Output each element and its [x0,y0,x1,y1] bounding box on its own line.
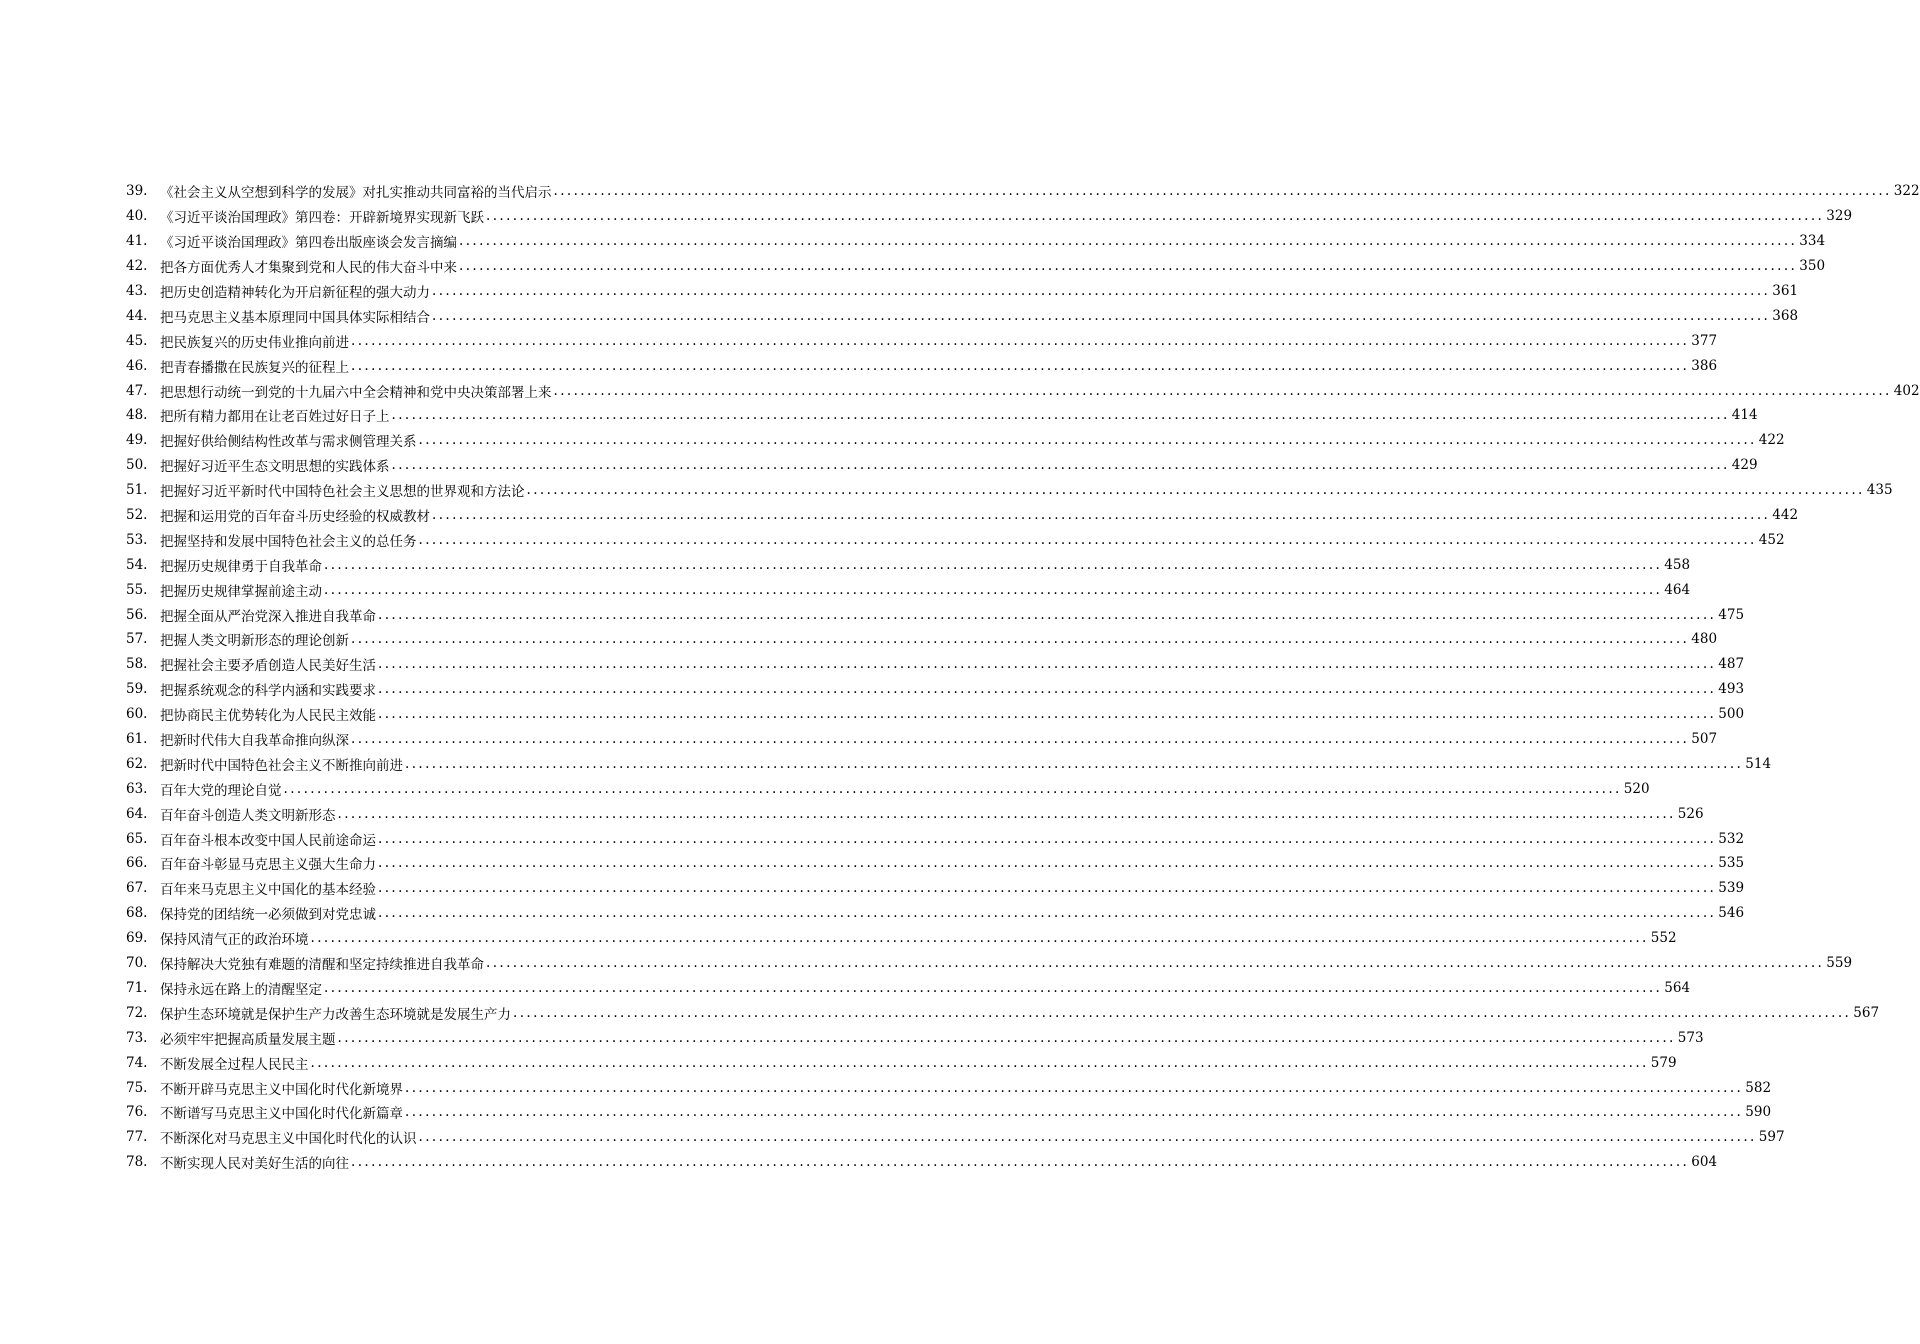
dot-leader: ........................................................................................................................................................................................................ [283,780,1622,797]
toc-entry-page-number: 564 [1664,979,1691,996]
dot-leader: ........................................................................................................................................................................................................ [405,1104,1744,1121]
dot-leader: ........................................................................................................................................................................................................ [432,307,1771,324]
toc-entry-title: 保护生态环境就是保护生产力改善生态环境就是发展生产力 [160,1006,511,1023]
toc-entry-page-number: 368 [1772,307,1799,324]
dot-leader: ........................................................................................................................................................................................................ [378,681,1717,698]
toc-entry-page-number: 464 [1664,581,1691,598]
dot-leader: ........................................................................................................................................................................................................ [378,830,1717,847]
toc-entry-page-number: 582 [1745,1079,1772,1096]
toc-entry[interactable] [126,776,1650,801]
dot-leader: ........................................................................................................................................................................................................ [324,581,1663,598]
toc-entry[interactable] [126,254,1826,279]
dot-leader: ........................................................................................................................................................................................................ [351,1154,1690,1171]
dot-leader: ........................................................................................................................................................................................................ [553,183,1892,200]
dot-leader: ........................................................................................................................................................................................................ [351,731,1690,748]
toc-entry-title: 把握人类文明新形态的理论创新 [160,633,349,650]
toc-entry-number: 59. [126,681,148,698]
dot-leader: ........................................................................................................................................................................................................ [418,432,1757,449]
toc-entry[interactable] [126,527,1785,552]
toc-entry-number: 60. [126,706,148,723]
toc-entry-page-number: 350 [1799,258,1826,275]
toc-entry-title: 把新时代中国特色社会主义不断推向前进 [160,757,403,774]
toc-entry[interactable] [126,602,1745,627]
dot-leader: ........................................................................................................................................................................................................ [324,556,1663,573]
toc-entry-title: 不断开辟马克思主义中国化时代化新境界 [160,1081,403,1098]
toc-entry[interactable] [126,627,1718,652]
toc-entry[interactable] [126,876,1745,901]
toc-entry-number: 69. [126,930,148,947]
dot-leader: ........................................................................................................................................................................................................ [526,482,1865,499]
toc-entry-title: 把思想行动统一到党的十九届六中全会精神和党中央决策部署上来 [160,384,552,401]
toc-entry[interactable] [126,702,1745,727]
toc-entry[interactable] [126,652,1745,677]
dot-leader: ........................................................................................................................................................................................................ [391,407,1730,424]
toc-entry-page-number: 597 [1758,1129,1785,1146]
toc-entry-number: 75. [126,1079,148,1096]
dot-leader: ........................................................................................................................................................................................................ [310,1054,1649,1071]
toc-entry-page-number: 458 [1664,556,1691,573]
toc-entry-number: 55. [126,581,148,598]
dot-leader: ........................................................................................................................................................................................................ [486,208,1825,225]
toc-entry[interactable] [126,328,1718,353]
toc-entry-title: 把握好习近平生态文明思想的实践体系 [160,459,390,476]
dot-leader: ........................................................................................................................................................................................................ [378,706,1717,723]
toc-entry[interactable] [126,751,1772,776]
toc-entry-title: 不断深化对马克思主义中国化时代化的认识 [160,1131,417,1148]
toc-entry-title: 保持党的团结统一必须做到对党忠诚 [160,907,376,924]
toc-entry-number: 61. [126,731,148,748]
toc-entry-title: 不断谱写马克思主义中国化时代化新篇章 [160,1106,403,1123]
toc-entry[interactable] [126,353,1718,378]
toc-entry[interactable] [126,204,1853,229]
toc-entry[interactable] [126,453,1758,478]
dot-leader: ........................................................................................................................................................................................................ [432,283,1771,299]
toc-entry-number: 68. [126,905,148,922]
dot-leader: ........................................................................................................................................................................................................ [553,382,1892,399]
toc-entry-page-number: 604 [1691,1154,1718,1171]
toc-entry-title: 把握坚持和发展中国特色社会主义的总任务 [160,533,417,550]
toc-entry-page-number: 322 [1893,183,1920,200]
toc-entry-page-number: 475 [1718,606,1745,623]
toc-entry-page-number: 329 [1826,208,1853,225]
toc-entry-title: 把所有精力都用在让老百姓过好日子上 [160,409,390,426]
toc-entry-number: 39. [126,183,148,200]
toc-entry[interactable] [126,1000,1880,1025]
toc-entry-number: 70. [126,955,148,972]
toc-entry-number: 71. [126,979,148,996]
toc-entry-number: 51. [126,482,148,499]
toc-entry-page-number: 552 [1650,930,1677,947]
toc-entry[interactable] [126,378,1920,403]
toc-entry-number: 47. [126,382,148,399]
toc-entry-page-number: 493 [1718,681,1745,698]
toc-entry[interactable] [126,577,1691,602]
toc-entry-page-number: 386 [1691,357,1718,374]
toc-entry-title: 不断实现人民对美好生活的向往 [160,1156,349,1173]
toc-entry-title: 保持永远在路上的清醒坚定 [160,981,322,998]
toc-entry-number: 72. [126,1004,148,1021]
toc-entry-title: 把青春播撒在民族复兴的征程上 [160,359,349,376]
toc-entry[interactable] [126,478,1893,503]
dot-leader: ........................................................................................................................................................................................................ [391,457,1730,474]
toc-entry-title: 《社会主义从空想到科学的发展》对扎实推动共同富裕的当代启示 [160,185,552,202]
toc-entry-number: 46. [126,357,148,374]
toc-entry[interactable] [126,229,1826,254]
toc-entry-number: 54. [126,556,148,573]
toc-entry-title: 百年来马克思主义中国化的基本经验 [160,882,376,899]
toc-entry-title: 把握好供给侧结构性改革与需求侧管理关系 [160,434,417,451]
dot-leader: ........................................................................................................................................................................................................ [351,631,1690,648]
toc-entry-number: 44. [126,307,148,324]
toc-entry-page-number: 573 [1677,1029,1704,1046]
toc-entry[interactable] [126,279,1799,304]
toc-entry-title: 把握历史规律勇于自我革命 [160,558,322,575]
toc-entry-number: 63. [126,780,148,797]
toc-entry[interactable] [126,1025,1704,1050]
dot-leader: ........................................................................................................................................................................................................ [378,855,1717,872]
toc-entry-page-number: 539 [1718,880,1745,897]
toc-entry[interactable] [126,179,1920,204]
dot-leader: ........................................................................................................................................................................................................ [418,531,1757,548]
toc-entry-number: 43. [126,283,148,299]
toc-entry[interactable] [126,1050,1677,1075]
toc-entry-number: 40. [126,208,148,225]
toc-entry-page-number: 480 [1691,631,1718,648]
dot-leader: ........................................................................................................................................................................................................ [378,606,1717,623]
dot-leader: ........................................................................................................................................................................................................ [378,656,1717,673]
toc-entry[interactable] [126,1125,1785,1150]
dot-leader: ........................................................................................................................................................................................................ [324,979,1663,996]
toc-entry-title: 不断发展全过程人民民主 [160,1056,309,1073]
toc-entry-page-number: 414 [1731,407,1758,424]
toc-entry-title: 把握系统观念的科学内涵和实践要求 [160,683,376,700]
toc-entry-page-number: 520 [1623,780,1650,797]
toc-entry-number: 52. [126,507,148,524]
toc-entry-number: 62. [126,755,148,772]
toc-entry-number: 67. [126,880,148,897]
toc-entry-page-number: 546 [1718,905,1745,922]
toc-entry-page-number: 402 [1893,382,1920,399]
toc-entry[interactable] [126,552,1691,577]
toc-entry[interactable] [126,1150,1718,1175]
toc-entry-page-number: 535 [1718,855,1745,872]
dot-leader: ........................................................................................................................................................................................................ [378,880,1717,897]
toc-entry[interactable] [126,503,1799,528]
toc-entry-title: 把握好习近平新时代中国特色社会主义思想的世界观和方法论 [160,484,525,501]
toc-entry-number: 57. [126,631,148,648]
toc-entry-title: 百年奋斗彰显马克思主义强大生命力 [160,857,376,874]
toc-entry-title: 百年大党的理论自觉 [160,782,282,799]
toc-entry-title: 把历史创造精神转化为开启新征程的强大动力 [160,285,430,301]
toc-entry[interactable] [126,901,1745,926]
dot-leader: ........................................................................................................................................................................................................ [337,805,1676,822]
dot-leader: ........................................................................................................................................................................................................ [310,930,1649,947]
toc-entry-page-number: 429 [1731,457,1758,474]
toc-entry-title: 《习近平谈治国理政》第四卷：开辟新境界实现新飞跃 [160,210,484,227]
toc-entry-page-number: 507 [1691,731,1718,748]
toc-entry-title: 把马克思主义基本原理同中国具体实际相结合 [160,309,430,326]
toc-entry-page-number: 435 [1866,482,1893,499]
toc-entry-page-number: 361 [1772,283,1799,299]
dot-leader: ........................................................................................................................................................................................................ [351,332,1690,349]
toc-entry-title: 把各方面优秀人才集聚到党和人民的伟大奋斗中来 [160,260,457,277]
toc-entry-number: 77. [126,1129,148,1146]
dot-leader: ........................................................................................................................................................................................................ [486,955,1825,972]
toc-entry[interactable] [126,801,1704,826]
toc-entry[interactable] [126,403,1758,428]
toc-entry[interactable] [126,976,1691,1001]
toc-entry-title: 百年奋斗根本改变中国人民前途命运 [160,832,376,849]
toc-entry-page-number: 422 [1758,432,1785,449]
toc-entry[interactable] [126,926,1677,951]
toc-entry-page-number: 452 [1758,531,1785,548]
toc-entry-number: 45. [126,332,148,349]
toc-entry[interactable] [126,303,1799,328]
toc-entry-title: 保持解决大党独有难题的清醒和坚定持续推进自我革命 [160,957,484,974]
dot-leader: ........................................................................................................................................................................................................ [418,1129,1757,1146]
dot-leader: ........................................................................................................................................................................................................ [337,1029,1676,1046]
dot-leader: ........................................................................................................................................................................................................ [405,1079,1744,1096]
dot-leader: ........................................................................................................................................................................................................ [378,905,1717,922]
toc-entry-title: 把握社会主要矛盾创造人民美好生活 [160,658,376,675]
toc-entry[interactable] [126,1100,1772,1125]
toc-entry-title: 把握和运用党的百年奋斗历史经验的权威教材 [160,509,430,526]
toc-entry[interactable] [126,727,1718,752]
toc-entry[interactable] [126,951,1853,976]
toc-entry-number: 73. [126,1029,148,1046]
toc-entry-title: 把民族复兴的历史伟业推向前进 [160,334,349,351]
toc-entry-page-number: 334 [1799,233,1826,250]
toc-entry[interactable] [126,851,1745,876]
toc-entry-number: 66. [126,855,148,872]
toc-entry-title: 把握历史规律掌握前途主动 [160,583,322,600]
toc-entry-title: 保持风清气正的政治环境 [160,932,309,949]
toc-entry-page-number: 377 [1691,332,1718,349]
toc-entry-page-number: 579 [1650,1054,1677,1071]
toc-entry-number: 41. [126,233,148,250]
toc-entry-page-number: 590 [1745,1104,1772,1121]
toc-entry-number: 42. [126,258,148,275]
toc-entry-number: 53. [126,531,148,548]
toc-entry-number: 48. [126,407,148,424]
toc-entry-title: 《习近平谈治国理政》第四卷出版座谈会发言摘编 [160,235,457,252]
toc-entry-page-number: 514 [1745,755,1772,772]
toc-entry-number: 50. [126,457,148,474]
toc-entry-number: 64. [126,805,148,822]
toc-entry-number: 65. [126,830,148,847]
toc-entry-page-number: 532 [1718,830,1745,847]
toc-entry-number: 78. [126,1154,148,1171]
toc-entry-page-number: 500 [1718,706,1745,723]
toc-entry-page-number: 442 [1772,507,1799,524]
toc-entry-number: 76. [126,1104,148,1121]
toc-entry[interactable] [126,826,1745,851]
dot-leader: ........................................................................................................................................................................................................ [459,258,1798,275]
table-of-contents [126,179,1920,1175]
toc-entry-title: 必须牢牢把握高质量发展主题 [160,1031,336,1048]
toc-entry-number: 56. [126,606,148,623]
dot-leader: ........................................................................................................................................................................................................ [513,1004,1852,1021]
toc-entry-page-number: 559 [1826,955,1853,972]
toc-entry-number: 58. [126,656,148,673]
dot-leader: ........................................................................................................................................................................................................ [405,755,1744,772]
toc-entry-number: 74. [126,1054,148,1071]
toc-entry-page-number: 487 [1718,656,1745,673]
dot-leader: ........................................................................................................................................................................................................ [351,357,1690,374]
toc-entry-number: 49. [126,432,148,449]
toc-entry[interactable] [126,428,1785,453]
toc-entry-title: 把协商民主优势转化为人民民主效能 [160,708,376,725]
toc-entry-page-number: 526 [1677,805,1704,822]
toc-entry-title: 把新时代伟大自我革命推向纵深 [160,733,349,750]
toc-entry[interactable] [126,1075,1772,1100]
toc-entry-page-number: 567 [1853,1004,1880,1021]
toc-entry[interactable] [126,677,1745,702]
dot-leader: ........................................................................................................................................................................................................ [432,507,1771,524]
toc-entry-title: 百年奋斗创造人类文明新形态 [160,807,336,824]
toc-entry-title: 把握全面从严治党深入推进自我革命 [160,608,376,625]
dot-leader: ........................................................................................................................................................................................................ [459,233,1798,250]
